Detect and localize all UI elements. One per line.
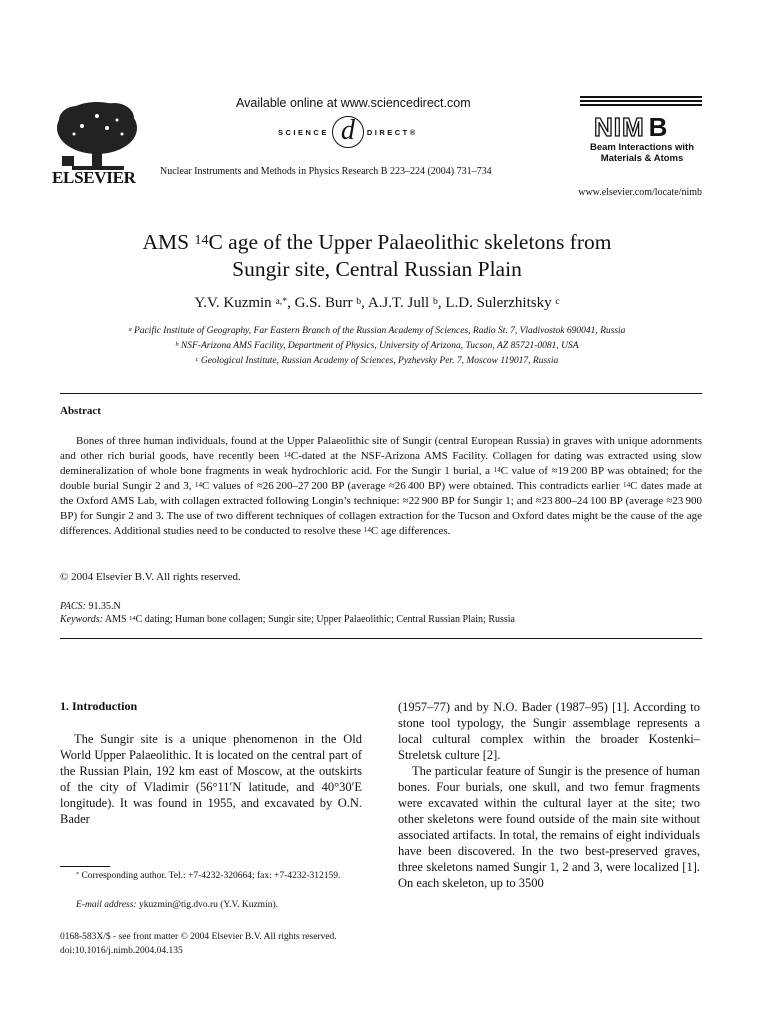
pacs-line: PACS: 91.35.N bbox=[60, 601, 121, 612]
available-online-text: Available online at www.sciencedirect.com bbox=[236, 96, 471, 110]
author: A.J.T. Jull bbox=[367, 295, 433, 311]
nimb-logo-text: NIM bbox=[594, 112, 645, 142]
author: Y.V. Kuzmin bbox=[194, 295, 276, 311]
journal-url: www.elsevier.com/locate/nimb bbox=[578, 187, 702, 198]
author: L.D. Sulerzhitsky bbox=[445, 295, 556, 311]
footnote-email: E-mail address: ykuzmin@tig.dvo.ru (Y.V. Kuzmin). bbox=[76, 900, 279, 910]
body-paragraph: The Sungir site is a unique phenomenon in the Old World Upper Palaeolithic. It is located on the central part of the Russian Plain, 192 km east of Moscow, at the outskirts of the city of Vladimir (56°11′N latitude, and 40°30′E longitude). It was found in 1955, and excavated by O.N. Bader bbox=[60, 732, 362, 826]
abstract-heading: Abstract bbox=[60, 405, 101, 417]
sciencedirect-d-icon: d bbox=[332, 116, 364, 148]
nimb-subtitle: Beam Interactions with Materials & Atoms bbox=[590, 142, 694, 164]
abstract-body: Bones of three human individuals, found at the Upper Palaeolithic site of Sungir (central European Russia) in graves with unique adornments and other rich burial goods, have recently been $^{14}$C-dated at the NSF-Arizona AMS Facility. Collagen for dating was extracted using slow demineralization of whole bone fragments in weak hydrochloric acid. For the Sungir 1 burial, a $^{14}$C value of ≈19 200 BP was obtained; for the double burial Sungir 2 and 3, $^{14}$C values of ≈26 200–27 200 BP (average ≈26 400 BP) were obtained. This contradicts earlier $^{14}$C dates made at the Oxford AMS Lab, with collagen extracted following Longin’s technique: ≈22 900 BP for Sungir 1; and ≈23 800–24 100 BP (average ≈23 900 BP) for Sungir 2 and 3. The use of two different techniques of collagen extraction for the Tucson and Oxford dates might be the cause of the age differences. Additional studies need to be conducted to resolve these $^{14}$C age differences. bbox=[60, 435, 702, 537]
section-heading: 1. Introduction bbox=[60, 699, 138, 713]
email-link[interactable]: ykuzmin@tig.dvo.ru bbox=[136, 900, 218, 910]
journal-citation: Nuclear Instruments and Methods in Physics Research B 223–224 (2004) 731–734 bbox=[160, 166, 492, 177]
sciencedirect-logo bbox=[278, 116, 418, 148]
affiliation: $^c$ Geological Institute, Russian Academy of Sciences, Pyzhevsky Per. 7, Moscow 119017, Russia bbox=[195, 356, 559, 366]
divider bbox=[60, 638, 702, 639]
nimb-logo-b: B bbox=[648, 112, 668, 142]
body-paragraph: The particular feature of Sungir is the presence of human bones. Four burials, one skull, and two femur fragments were excavated within the cultural layer at the site; two other skeletons were found outside of the main site without associated artifacts. In total, the remains of eight individuals have been discovered. In the two best-preserved graves, three skeletons named Sungir 1, 2 and 3, were localized [1]. On each skeleton, up to 3500 bbox=[398, 764, 700, 890]
sciencedirect-right: DIRECT® bbox=[366, 127, 418, 137]
abstract-copyright: © 2004 Elsevier B.V. All rights reserved. bbox=[60, 571, 241, 583]
front-matter-line: 0168-583X/$ - see front matter © 2004 Elsevier B.V. All rights reserved. bbox=[60, 932, 337, 942]
body-paragraph: (1957–77) and by N.O. Bader (1987–95) [1]. According to stone tool typology, the Sungir assemblage represents a local cultural complex within the broader Kostenki–Streletsk culture [2]. bbox=[398, 700, 700, 762]
footnote-rule bbox=[60, 866, 110, 867]
author-list: Y.V. Kuzmin $^{a,*}$, G.S. Burr $^b$, A.J.T. Jull $^b$, L.D. Sulerzhitsky $^c$ bbox=[194, 295, 560, 311]
doi-line: doi:10.1016/j.nimb.2004.04.135 bbox=[60, 946, 183, 956]
sciencedirect-left: SCIENCE bbox=[278, 127, 329, 137]
affiliation: $^b$ NSF-Arizona AMS Facility, Department of Physics, University of Arizona, Tucson, AZ 85721-0081, USA bbox=[175, 341, 579, 351]
nimb-logo-lines bbox=[580, 96, 702, 108]
affiliation: $^a$ Pacific Institute of Geography, Far Eastern Branch of the Russian Academy of Sciences, Radio St. 7, Vladivostok 690041, Russia bbox=[128, 326, 626, 336]
nimb-logo bbox=[594, 112, 667, 143]
author: G.S. Burr bbox=[294, 295, 357, 311]
body-right-column bbox=[398, 699, 700, 891]
publisher-name: ELSEVIER bbox=[52, 168, 136, 187]
footnote-corresponding: * Corresponding author. Tel.: +7-4232-320664; fax: +7-4232-312159. bbox=[76, 871, 341, 881]
divider bbox=[60, 393, 702, 394]
article-title: AMS $^{14}$C age of the Upper Palaeolithic skeletons from Sungir site, Central Russian Plain bbox=[142, 230, 612, 281]
keywords-line: Keywords: AMS $^{14}$C dating; Human bone collagen; Sungir site; Upper Palaeolithic; Central Russian Plain; Russia bbox=[60, 614, 515, 625]
